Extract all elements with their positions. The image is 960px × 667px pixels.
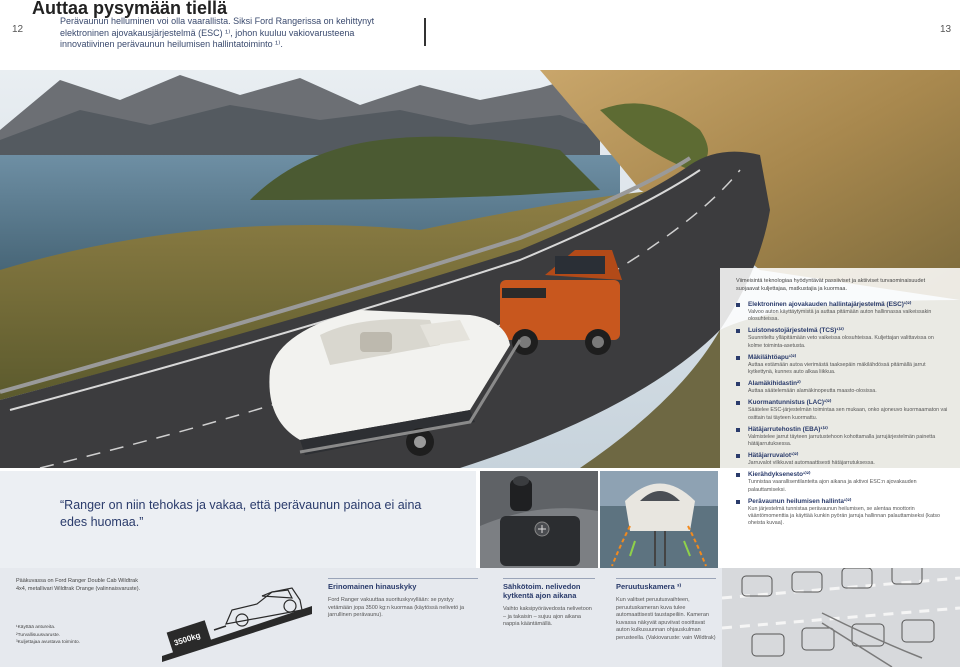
safety-features-panel (720, 268, 960, 568)
feature-title: Elektroninen ajovakauden hallintajärjestelmä (ESC)¹⁾²⁾ (748, 301, 912, 308)
bottom-strip (0, 568, 960, 667)
trailer-sway-photo (600, 471, 718, 568)
page-number-right: 13 (940, 24, 952, 35)
feature-title: Luistonestojärjestelmä (TCS)¹⁾²⁾ (748, 327, 844, 335)
page-title: Auttaa pysymään tiellä (32, 0, 228, 18)
feature-item (736, 399, 948, 421)
feature-heading: Peruutuskamera ³⁾ (616, 578, 716, 591)
page-number-left: 12 (12, 24, 24, 35)
rear-camera-feature (616, 578, 716, 642)
header-divider (424, 18, 426, 46)
footnote: ¹Käyttää antureita. (16, 625, 56, 630)
feature-item (736, 426, 948, 448)
feature-desc: Auttaa säätelemään alamäkinopeutta maasto-olosissa. (748, 388, 877, 395)
feature-title: Perävaunun heilumisen hallinta¹⁾²⁾ (748, 497, 852, 505)
pull-quote: “Ranger on niin tehokas ja vakaa, että perävaunun painoa ei aina edes huomaa.” (60, 498, 422, 529)
feature-desc: Kun järjestelmä tunnistaa perävaunun heilumisen, se alentaa moottorin vääntömomenttia ja käyttää kunkin pyörän jarruja hallinnan palauttamiseksi (katso oheista kuvaa). (748, 505, 940, 527)
footnote: ³Kuljettajaa avustava toiminto. (16, 640, 80, 645)
feature-item (736, 380, 948, 395)
feature-item (736, 498, 948, 528)
awd-switch-feature (503, 578, 595, 629)
feature-title: Hätäjarrutehostin (EBA)¹⁾²⁾ (748, 425, 828, 433)
feature-desc: Auttaa estämään autoa vierimästä taaksepäin mäkilähdössä pitämällä jarrut kytkettynä, kunnes auto alkaa liikkua. (748, 361, 926, 376)
feature-desc: Valvoo auton käyttäytymistä ja auttaa pitämään auton hallinnassa vaikeissakin olosuhteissa. (748, 309, 932, 323)
footnote: ²Turvallisuusvaruste. (16, 632, 61, 638)
bullet-square-icon (736, 303, 740, 307)
parking-lot-photo (722, 568, 960, 667)
feature-heading: Erinomainen hinauskyky (328, 578, 478, 591)
feature-desc: Suunniteltu ylläpitämään veto vaikeissa olosuhteissa. Kuljettajan valittavissa on kolme toiminta-asetusta. (748, 335, 934, 349)
feature-desc: Jarruvalot vilkkuvat automaattisesti hätäjarrutuksessa. (748, 460, 875, 467)
tow-weight-label: 3500kg (172, 630, 202, 648)
bullet-square-icon (736, 500, 740, 504)
feature-text: Ford Ranger vakuuttaa suorituskyvyllään: se pystyy vetämään jopa 3500 kg:n kuormaa (käytössä nelivetö ja jarrullinen perävaunu). (328, 597, 465, 618)
feature-item (736, 301, 948, 323)
feature-title: Alamäkihidastin²⁾ (748, 380, 801, 388)
feature-title: Kuormantunnistus (LAC)¹⁾²⁾ (748, 399, 832, 407)
intro-text: Perävaunun helluminen voi olla vaarallista. Siksi Ford Rangerissa on kehittynyt elektroninen ajovakausjärjestelmä (ESC) ¹⁾, johon kuuluu vakiovarusteena innovatiivinen perävaunun heilumisen hallintatoiminto ¹⁾. (60, 16, 375, 49)
bullet-square-icon (736, 356, 740, 360)
bullet-square-icon (736, 329, 740, 333)
bullet-square-icon (736, 382, 740, 386)
bullet-square-icon (736, 473, 740, 477)
panel-intro: Viimeisintä teknologiaa hyödyntävät passiiviset ja aktiiviset turvaominaisuudet suojaavat kuljettajaa, matkustajia ja kuormaa. (736, 278, 926, 292)
feature-text: Vaihto kaksipyörävedosta nelivetoon – ja takaisin – sujuu ajon aikana nappia kääntämällä. (503, 606, 592, 627)
towing-feature (328, 578, 478, 620)
bullet-square-icon (736, 401, 740, 405)
towing-capacity-graphic (162, 578, 312, 662)
feature-title: Mäkilähtöapu¹⁾²⁾ (748, 353, 797, 361)
feature-text: Kun valitset peruutusvaihteen, peruutuskameran kuva tulee automaattisesti taustapeiliin. Kameran kuvassa näkyvät apuviivat osoittavat auton kulkusuunnan ohjauskulman perusteella. (Vakiovaruste: vain Wildtrak) (616, 597, 716, 641)
footnotes (16, 624, 146, 647)
feature-desc: Säätelee ESC-järjestelmän toimintaa sen mukaan, onko ajoneuvo kuormaamaton vai osittain tai täyteen kuormattu. (748, 407, 948, 421)
quote-box (0, 471, 476, 568)
drive-selector-photo (480, 471, 598, 568)
feature-desc: Tunnistaa vaarallisentilanteita ajon aikana ja aktivoi ESC:n ajovakauden palauttamiseksi. (748, 479, 917, 493)
photo-caption: Pääkuvassa on Ford Ranger Double Cab Wildtrak 4x4, metallivari Wildtrak Orange (valinnaisvaruste). (16, 578, 141, 592)
feature-item (736, 327, 948, 349)
bullet-square-icon (736, 428, 740, 432)
feature-item (736, 452, 948, 467)
feature-title: Hätäjarruvalot¹⁾²⁾ (748, 452, 799, 460)
feature-item (736, 471, 948, 493)
feature-title: Kierähdyksenesto¹⁾²⁾ (748, 471, 811, 479)
bullet-square-icon (736, 454, 740, 458)
feature-heading: Sähkötoim. nelivedon kytkentä ajon aikana (503, 578, 595, 600)
feature-desc: Valmistelee jarrut täyteen jarrutustehoon kohottamalla jarrujärjestelmän painetta hätäjarrutuksessa. (748, 433, 936, 448)
feature-item (736, 354, 948, 376)
